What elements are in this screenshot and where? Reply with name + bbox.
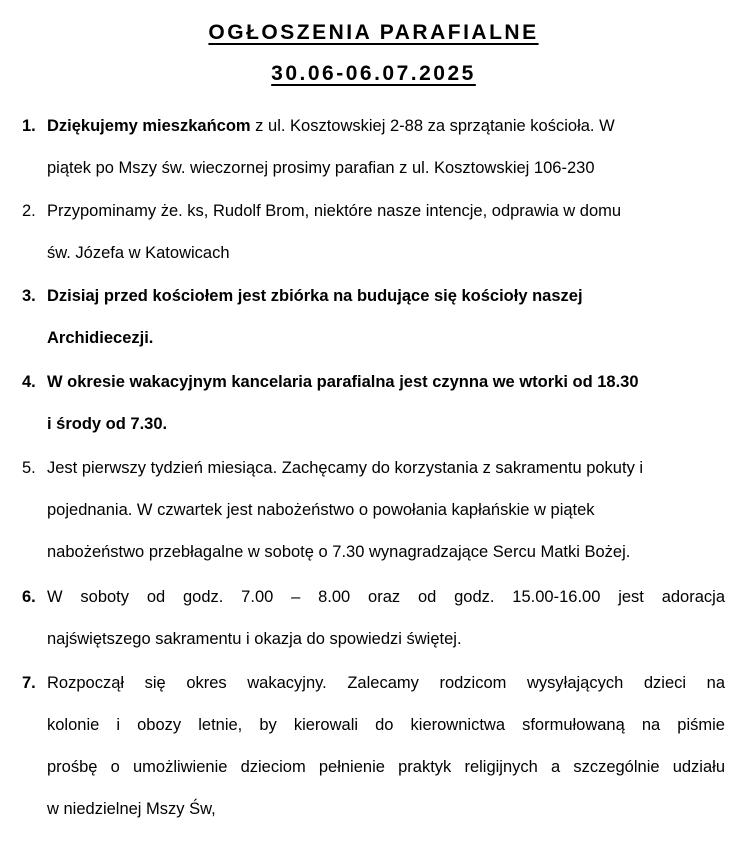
item-line: kolonie i obozy letnie, by kierowali do kierownictwa sformułowaną na piśmie	[47, 716, 725, 734]
item-text	[47, 361, 725, 445]
item-line: piątek po Mszy św. wieczornej prosimy parafian z ul. Kosztowskiej 106-230	[47, 159, 595, 177]
item-text	[47, 447, 725, 573]
item-line: prośbę o umożliwienie dzieciom pełnienie praktyk religijnych a szczególnie udziału	[47, 758, 725, 776]
item-number: 3.	[22, 287, 36, 305]
item-number: 2.	[22, 202, 36, 220]
date-range: 30.06-06.07.2025	[271, 62, 476, 85]
item-number: 6.	[22, 588, 36, 606]
item-line: Dzisiaj przed kościołem jest zbiórka na budujące się kościoły naszej	[47, 287, 583, 305]
item-line: Archidiecezji.	[47, 329, 154, 347]
item-line: pojednania. W czwartek jest nabożeństwo o powołania kapłańskie w piątek	[47, 501, 595, 519]
item-line: W okresie wakacyjnym kancelaria parafialna jest czynna we wtorki od 18.30	[47, 373, 639, 391]
item-line: Jest pierwszy tydzień miesiąca. Zachęcamy do korzystania z sakramentu pokuty i	[47, 459, 644, 477]
item-line-bold: Dziękujemy mieszkańcom	[47, 117, 251, 135]
item-line: Przypominamy że. ks, Rudolf Brom, niektóre nasze intencje, odprawia w domu	[47, 202, 622, 220]
page-title: OGŁOSZENIA PARAFIALNE	[208, 21, 539, 44]
item-line: najświętszego sakramentu i okazja do spowiedzi świętej.	[47, 630, 462, 648]
item-text	[47, 662, 725, 830]
item-line: w niedzielnej Mszy Św,	[47, 800, 216, 818]
item-line: i środy od 7.30.	[47, 415, 168, 433]
item-number: 1.	[22, 117, 36, 135]
item-line: W soboty od godz. 7.00 – 8.00 oraz od godz. 15.00-16.00 jest adoracja	[47, 588, 725, 606]
item-line: nabożeństwo przebłagalne w sobotę o 7.30 wynagradzające Sercu Matki Bożej.	[47, 543, 631, 561]
item-line: św. Józefa w Katowicach	[47, 244, 230, 262]
item-text	[47, 190, 725, 274]
item-number: 5.	[22, 459, 36, 477]
item-number: 4.	[22, 373, 36, 391]
item-line: Rozpoczął się okres wakacyjny. Zalecamy rodzicom wysyłających dzieci na	[47, 674, 725, 692]
item-text	[47, 275, 725, 359]
item-line	[47, 105, 725, 147]
item-line-rest: z ul. Kosztowskiej 2-88 za sprzątanie kościoła. W	[250, 117, 615, 135]
item-text	[47, 105, 725, 189]
item-text	[47, 576, 725, 660]
item-number: 7.	[22, 674, 36, 692]
